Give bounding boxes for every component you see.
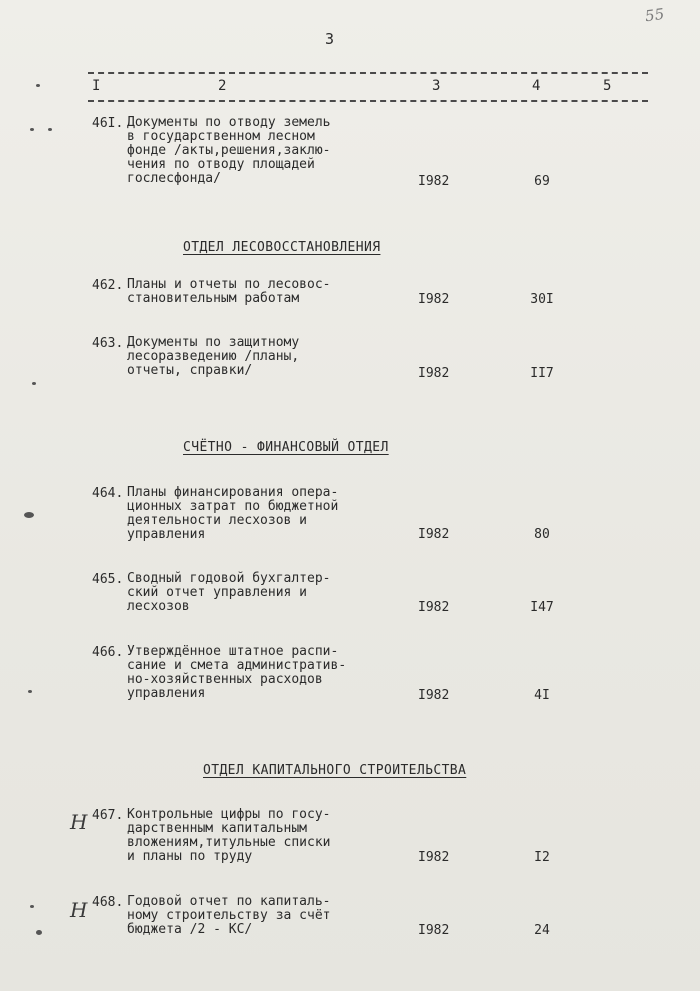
entry-number: 468. [92, 895, 124, 910]
entry-line: лесоразведению /планы, [127, 349, 300, 364]
entry-year: I982 [418, 688, 450, 703]
entry-line: ционных затрат по бюджетной [127, 499, 339, 514]
entry-year: I982 [418, 923, 450, 938]
entry-line: чения по отводу площадей [127, 157, 315, 172]
entry-line: отчеты, справки/ [127, 363, 253, 378]
entry-title [127, 645, 346, 701]
entry-line: Годовой отчет по капиталь- [127, 894, 331, 909]
archive-sheet-mark: 55 [643, 4, 666, 26]
entry-sheet-count: 24 [534, 923, 550, 938]
entry-year: I982 [418, 366, 450, 381]
entry-year: I982 [418, 174, 450, 189]
entry-title [127, 895, 331, 937]
margin-speck [48, 128, 52, 131]
page-number: 3 [325, 30, 335, 48]
entry-line: но-хозяйственных расходов [127, 672, 323, 687]
entry-line: становительным работам [127, 291, 300, 306]
margin-speck [36, 930, 42, 935]
entry-number: 462. [92, 278, 124, 293]
margin-speck [30, 128, 34, 131]
entry-title [127, 808, 331, 864]
entry-line: деятельности лесхозов и [127, 513, 308, 528]
entry-line: Утверждённое штатное распи- [127, 644, 339, 659]
column-header-4: 4 [532, 78, 541, 94]
entry-sheet-count: 80 [534, 527, 550, 542]
entry-line: Сводный годовой бухгалтер- [127, 571, 331, 586]
entry-title [127, 486, 338, 542]
entry-number: 46I. [92, 116, 124, 131]
section-heading-finance: СЧЁТНО - ФИНАНСОВЫЙ ОТДЕЛ [183, 440, 389, 455]
entry-sheet-count: 4I [534, 688, 550, 703]
entry-sheet-count: I47 [530, 600, 554, 615]
entry-line: ному строительству за счёт [127, 908, 331, 923]
section-heading-capital-construction: ОТДЕЛ КАПИТАЛЬНОГО СТРОИТЕЛЬСТВА [203, 763, 467, 778]
entry-sheet-count: I2 [534, 850, 550, 865]
section-heading-reforestation: ОТДЕЛ ЛЕСОВОССТАНОВЛЕНИЯ [183, 240, 381, 255]
header-rule-top [88, 72, 648, 74]
column-header-3: 3 [432, 78, 441, 94]
entry-number: 467. [92, 808, 124, 823]
entry-line: сание и смета административ- [127, 658, 347, 673]
entry-year: I982 [418, 600, 450, 615]
entry-number: 465. [92, 572, 124, 587]
entry-year: I982 [418, 527, 450, 542]
entry-line: гослесфонда/ [127, 171, 221, 186]
entry-line: ский отчет управления и [127, 585, 308, 600]
entry-year: I982 [418, 292, 450, 307]
entry-line: лесхозов [127, 599, 190, 614]
entry-year: I982 [418, 850, 450, 865]
column-header-1: I [92, 78, 101, 94]
entry-title [127, 572, 331, 614]
entry-line: фонде /акты,решения,заклю- [127, 143, 331, 158]
entry-line: и планы по труду [127, 849, 253, 864]
entry-line: Контрольные цифры по госу- [127, 807, 331, 822]
margin-speck [36, 84, 40, 87]
margin-speck [28, 690, 32, 693]
column-header-2: 2 [218, 78, 227, 94]
entry-line: вложениям,титульные списки [127, 835, 331, 850]
entry-line: Планы и отчеты по лесовос- [127, 277, 331, 292]
entry-line: управления [127, 527, 206, 542]
entry-line: Документы по защитному [127, 335, 300, 350]
entry-line: Документы по отводу земель [127, 115, 331, 130]
handwritten-mark: Н [70, 898, 88, 922]
entry-number: 463. [92, 336, 124, 351]
entry-title [127, 336, 299, 378]
entry-title [127, 116, 331, 186]
entry-line: дарственным капитальным [127, 821, 308, 836]
entry-number: 466. [92, 645, 124, 660]
margin-speck [32, 382, 36, 385]
handwritten-mark: Н [70, 810, 88, 834]
header-rule-bottom [88, 100, 648, 102]
entry-title [127, 278, 331, 306]
entry-sheet-count: 30I [530, 292, 554, 307]
entry-line: Планы финансирования опера- [127, 485, 339, 500]
entry-line: в государственном лесном [127, 129, 315, 144]
entry-line: управления [127, 686, 206, 701]
margin-speck [24, 512, 34, 518]
entry-number: 464. [92, 486, 124, 501]
entry-line: бюджета /2 - КС/ [127, 922, 253, 937]
column-header-5: 5 [603, 78, 612, 94]
entry-sheet-count: II7 [530, 366, 554, 381]
margin-speck [30, 905, 34, 908]
entry-sheet-count: 69 [534, 174, 550, 189]
